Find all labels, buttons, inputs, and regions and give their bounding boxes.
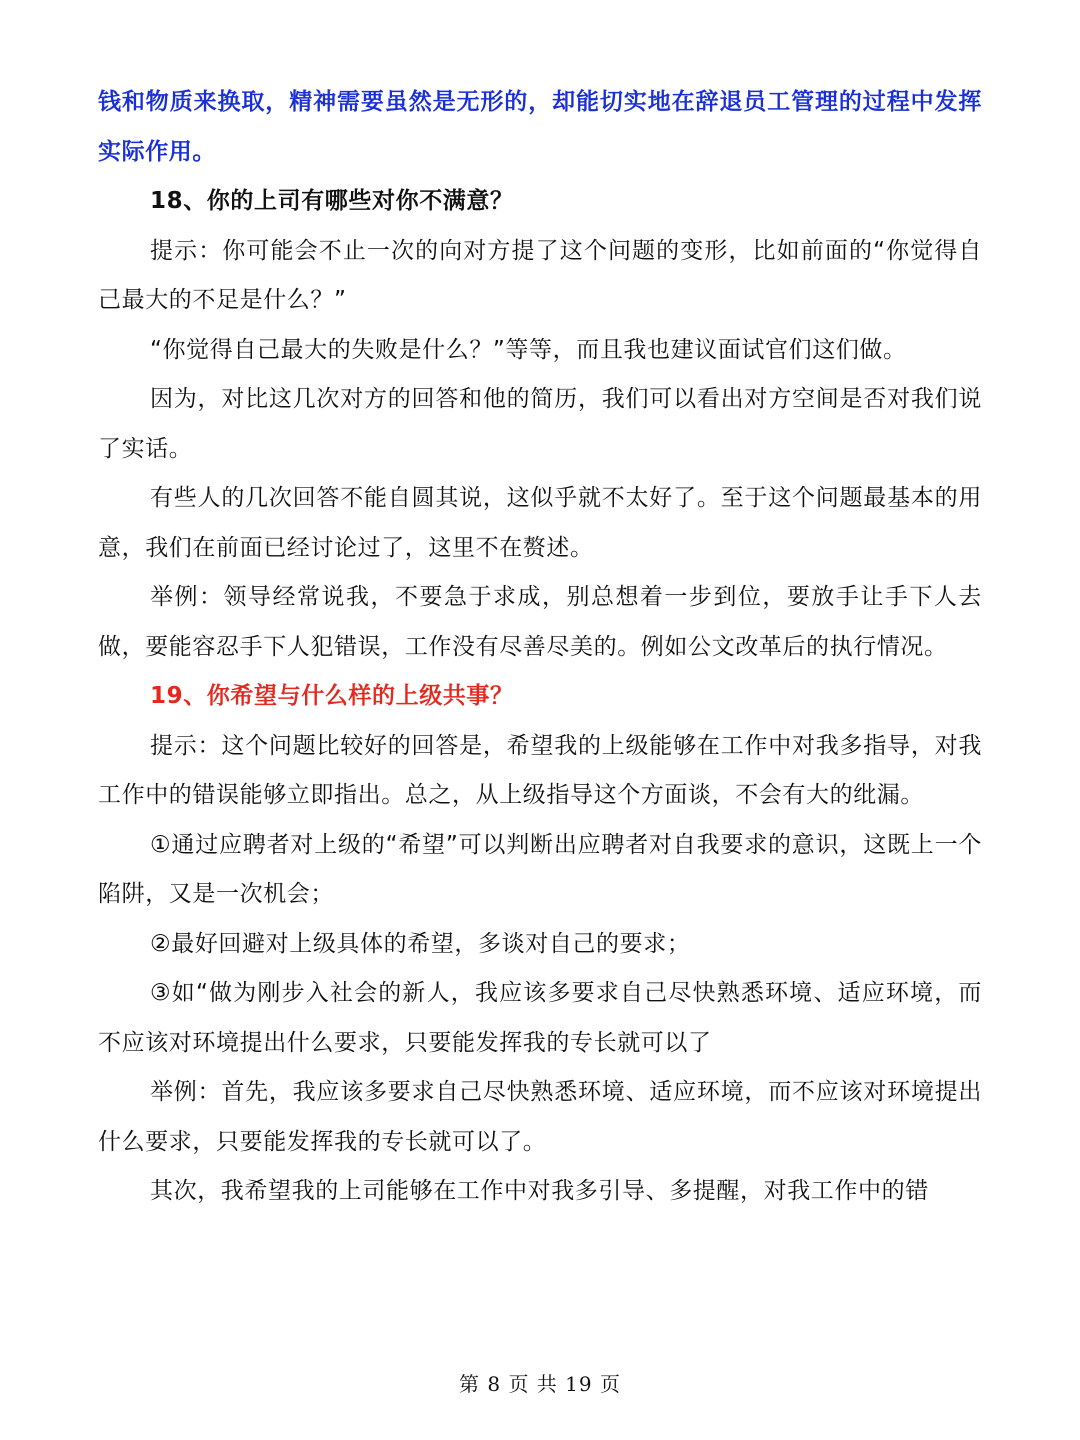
- question-19-example: 举例：首先，我应该多要求自己尽快熟悉环境、适应环境，而不应该对环境提出什么要求，只要能发挥我的专长就可以了。: [98, 1079, 982, 1155]
- question-19-heading: 19、你希望与什么样的上级共事？: [150, 683, 514, 709]
- page-content: [98, 78, 982, 1217]
- question-18-note: 有些人的几次回答不能自圆其说，这似乎就不太好了。至于这个问题最基本的用意，我们在前面已经讨论过了，这里不在赘述。: [98, 485, 982, 561]
- continuation-paragraph: 钱和物质来换取，精神需要虽然是无形的，却能切实地在辞退员工管理的过程中发挥实际作用。: [98, 89, 982, 165]
- question-18-example: 举例：领导经常说我，不要急于求成，别总想着一步到位，要放手让手下人去做，要能容忍手下人犯错误，工作没有尽善尽美的。例如公文改革后的执行情况。: [98, 584, 982, 660]
- question-18-heading: 18、你的上司有哪些对你不满意？: [150, 188, 514, 214]
- question-18-hint: 提示：你可能会不止一次的向对方提了这个问题的变形，比如前面的“你觉得自己最大的不足是什么？”: [98, 237, 982, 313]
- question-18-hint-continued: “你觉得自己最大的失败是什么？”等等，而且我也建议面试官们这们做。: [150, 336, 907, 363]
- question-19-point-1: ①通过应聘者对上级的“希望”可以判断出应聘者对自我要求的意识，这既上一个陷阱，又是一次机会；: [98, 831, 982, 907]
- question-19-hint: 提示：这个问题比较好的回答是，希望我的上级能够在工作中对我多指导，对我工作中的错误能够立即指出。总之，从上级指导这个方面谈，不会有大的纰漏。: [98, 732, 982, 808]
- question-19-point-3: ③如“做为刚步入社会的新人，我应该多要求自己尽快熟悉环境、适应环境，而不应该对环境提出什么要求，只要能发挥我的专长就可以了: [98, 980, 982, 1056]
- page-number-footer: 第 8 页 共 19 页: [459, 1372, 621, 1396]
- question-18-reason: 因为，对比这几次对方的回答和他的简历，我们可以看出对方空间是否对我们说了实话。: [98, 386, 982, 462]
- question-19-second: 其次，我希望我的上司能够在工作中对我多引导、多提醒，对我工作中的错: [150, 1178, 929, 1204]
- question-19-point-2: ②最好回避对上级具体的希望，多谈对自己的要求；: [150, 930, 691, 957]
